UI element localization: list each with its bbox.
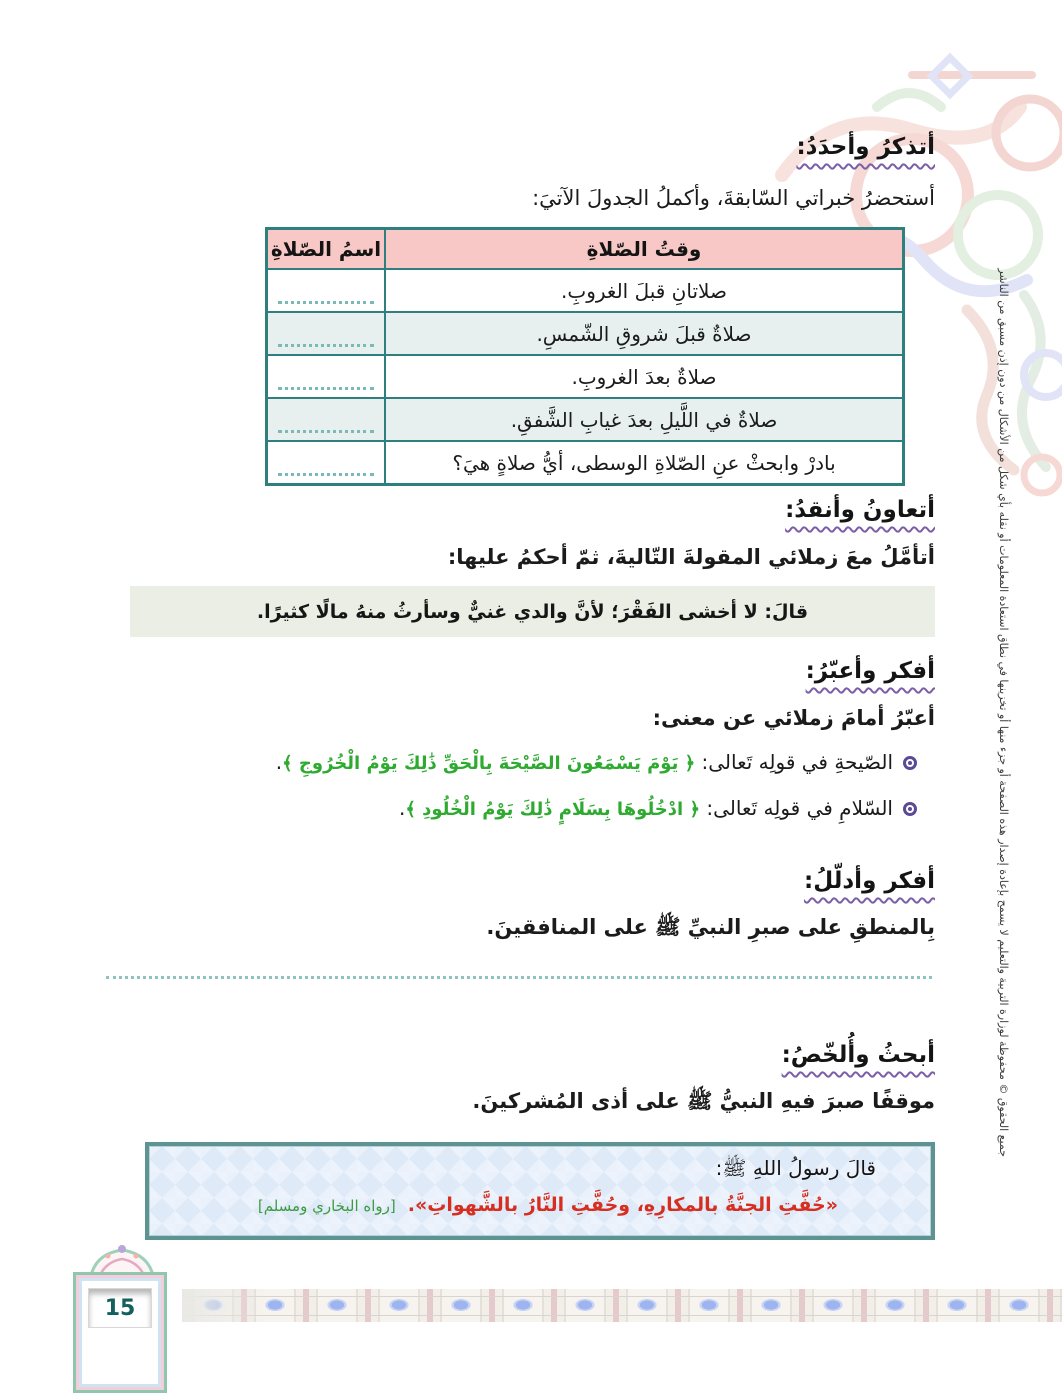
hadith-line [169, 1194, 876, 1216]
prayer-time-cell: صلاتانِ قبلَ الغروبِ. [561, 278, 727, 303]
page-number-frame [73, 1272, 167, 1393]
section-evidence-body: بِالمنطقِ على صبرِ النبيِّ ﷺ على المنافقينَ. [486, 915, 935, 939]
section-remember-heading: أتذكرُ وأحدَدُ: [796, 134, 935, 160]
hadith-box [145, 1142, 935, 1240]
bullet-suffix: . [398, 796, 406, 820]
section-cooperate-intro: أتأمَّلُ معَ زملائي المقولةَ التّاليةَ، ثمّ أحكمُ عليها: [447, 545, 935, 569]
hadith-intro: قالَ رسولُ اللهِ ﷺ: [715, 1156, 876, 1180]
prayer-name-cell [268, 442, 386, 483]
quran-verse: ﴿ ادْخُلُوهَا بِسَلَامٍ ذَٰلِكَ يَوْمُ الْخُلُودِ ﴾ [405, 799, 700, 820]
bullet-label: السّلامِ في قولِه تَعالى: [700, 796, 893, 820]
table-row [268, 268, 902, 311]
column-header-name: اسمُ الصّلاةِ [268, 230, 386, 268]
hadith-text: «حُفَّتِ الجنَّةُ بالمكارِهِ، وحُفَّتِ النَّارُ بالشَّهواتِ». [407, 1194, 838, 1216]
column-header-time: وقتُ الصّلاةِ [586, 237, 702, 261]
prayer-table-header [268, 230, 902, 268]
prayer-time-cell: صلاةٌ في اللَّيلِ بعدَ غيابِ الشَّفقِ. [510, 407, 778, 432]
answer-blank-line [278, 296, 374, 304]
prayer-time-cell: بادرْ وابحثْ عنِ الصّلاةِ الوسطى، أيُّ صلاةٍ هيَ؟ [452, 450, 836, 475]
bullet-suffix: . [275, 750, 283, 774]
bullet-item [276, 750, 917, 774]
table-row [268, 440, 902, 483]
answer-blank-line [278, 339, 374, 347]
table-row [268, 354, 902, 397]
hadith-source: [رواه البخاري ومسلم] [257, 1197, 396, 1215]
answer-blank-line [278, 468, 374, 476]
prayer-time-cell: صلاةٌ بعدَ الغروبِ. [571, 364, 717, 389]
quote-text: قالَ: لا أخشى الفَقْرَ؛ لأنَّ والدي غنيٌّ وسأرثُ منهُ مالًا كثيرًا. [256, 600, 809, 623]
quran-verse: ﴿ يَوْمَ يَسْمَعُونَ الصَّيْحَةَ بِالْحَقِّ ذَٰلِكَ يَوْمُ الْخُرُوجِ ﴾ [282, 753, 696, 774]
prayer-table [265, 227, 905, 486]
answer-blank-line [278, 382, 374, 390]
answer-dotted-line [106, 976, 932, 979]
section-remember-intro: أستحضرُ خبراتي السّابقةَ، وأكملُ الجدولَ الآتيَ: [532, 186, 935, 210]
section-cooperate-heading: أتعاونُ وأنقدُ: [785, 497, 935, 523]
section-express-intro: أعبّرُ أمامَ زملائي عن معنى: [652, 706, 935, 730]
section-evidence-heading: أفكر وأدلّلُ: [804, 868, 935, 894]
band-fade [182, 1289, 268, 1322]
bullet-icon [903, 756, 917, 770]
section-summarize-body: موقفًا صبرَ فيهِ النبيُّ ﷺ على أذى المُشركينَ. [472, 1089, 935, 1113]
prayer-name-cell [268, 313, 386, 354]
section-express-heading: أفكر وأعبّرُ: [805, 658, 935, 684]
prayer-time-cell: صلاةٌ قبلَ شروقِ الشّمسِ. [536, 321, 752, 346]
page-number: 15 [89, 1289, 151, 1327]
prayer-name-cell [268, 270, 386, 311]
table-row [268, 397, 902, 440]
table-row [268, 311, 902, 354]
bottom-ornament-band [182, 1289, 1062, 1322]
quote-box [130, 586, 935, 637]
answer-blank-line [278, 425, 374, 433]
prayer-name-cell [268, 399, 386, 440]
copyright-vertical: جميع الحقوق © محفوظة لوزارة التربية والتعليم لا يسمح بإعادة إصدار هذه الصفحة أو جزء منها أو تخزينها في نطاق استعادة المعلومات أو نقله بأي شكل من الأشكال من دون إذن مسبق من الناشر [997, 268, 1010, 1157]
bullet-label: الصّيحةِ في قولِه تَعالى: [695, 750, 893, 774]
section-summarize-heading: أبحثُ وأُلخّصُ: [781, 1042, 935, 1068]
bullet-item [399, 796, 917, 820]
prayer-name-cell [268, 356, 386, 397]
bullet-icon [903, 802, 917, 816]
